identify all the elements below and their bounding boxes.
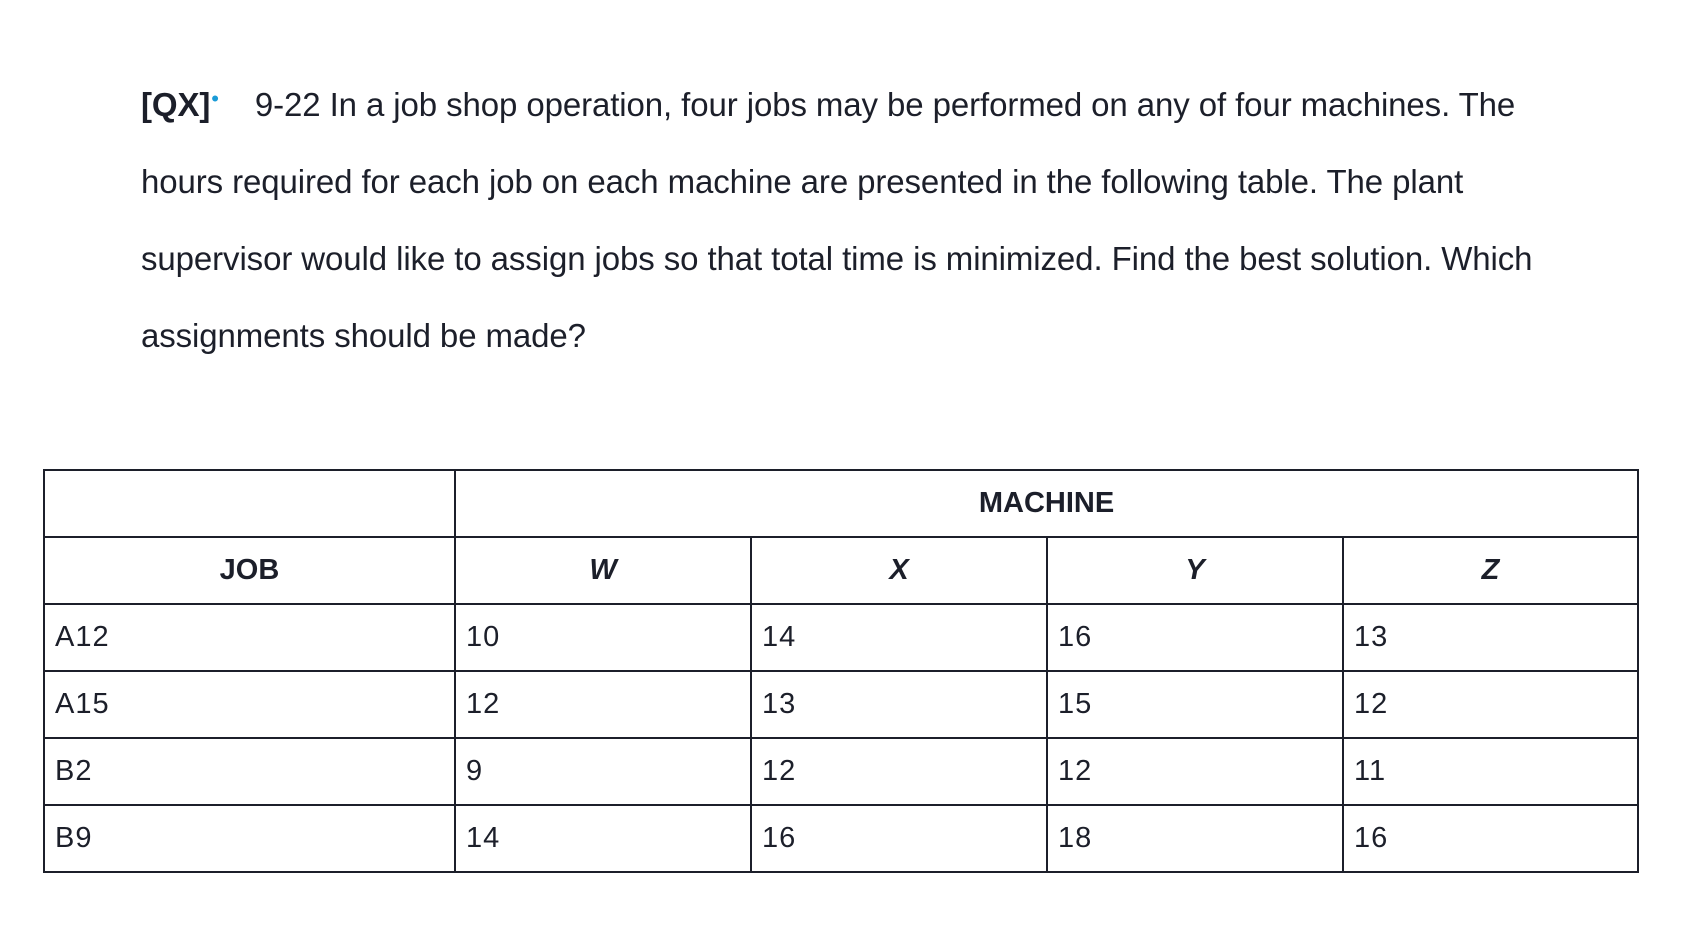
hours-cell: 11 xyxy=(1343,738,1638,805)
hours-cell: 14 xyxy=(455,805,751,872)
column-header-row xyxy=(44,537,1638,604)
question-label: [QX] xyxy=(141,86,211,123)
hours-cell: 16 xyxy=(1047,604,1343,671)
table-row xyxy=(44,604,1638,671)
hours-cell: 15 xyxy=(1047,671,1343,738)
machine-group-header: MACHINE xyxy=(455,470,1638,537)
hours-cell: 16 xyxy=(751,805,1047,872)
job-cell: A15 xyxy=(44,671,455,738)
job-cell: B9 xyxy=(44,805,455,872)
bullet-dot-icon: • xyxy=(211,86,219,111)
hours-cell: 14 xyxy=(751,604,1047,671)
machine-header-w: W xyxy=(455,537,751,604)
hours-cell: 12 xyxy=(1343,671,1638,738)
hours-cell: 18 xyxy=(1047,805,1343,872)
hours-cell: 10 xyxy=(455,604,751,671)
question-text: 9-22 In a job shop operation, four jobs may be performed on any of four machines. The hours required for each job on each machine are presented in the following table. The plant supervisor would like to assign jobs so that total time is minimized. Find the best solution. Which assignments should be made? xyxy=(141,86,1533,354)
table-row xyxy=(44,671,1638,738)
job-cell: A12 xyxy=(44,604,455,671)
job-cell: B2 xyxy=(44,738,455,805)
job-column-header: JOB xyxy=(44,537,455,604)
hours-cell: 12 xyxy=(455,671,751,738)
hours-cell: 16 xyxy=(1343,805,1638,872)
table-row xyxy=(44,738,1638,805)
machine-header-x: X xyxy=(751,537,1047,604)
table-row xyxy=(44,805,1638,872)
empty-corner-cell xyxy=(44,470,455,537)
assignment-table xyxy=(43,469,1639,873)
question-paragraph xyxy=(141,60,1601,374)
hours-cell: 13 xyxy=(1343,604,1638,671)
hours-cell: 12 xyxy=(1047,738,1343,805)
hours-cell: 9 xyxy=(455,738,751,805)
hours-cell: 12 xyxy=(751,738,1047,805)
machine-header-z: Z xyxy=(1343,537,1638,604)
group-header-row xyxy=(44,470,1638,537)
hours-cell: 13 xyxy=(751,671,1047,738)
machine-header-y: Y xyxy=(1047,537,1343,604)
